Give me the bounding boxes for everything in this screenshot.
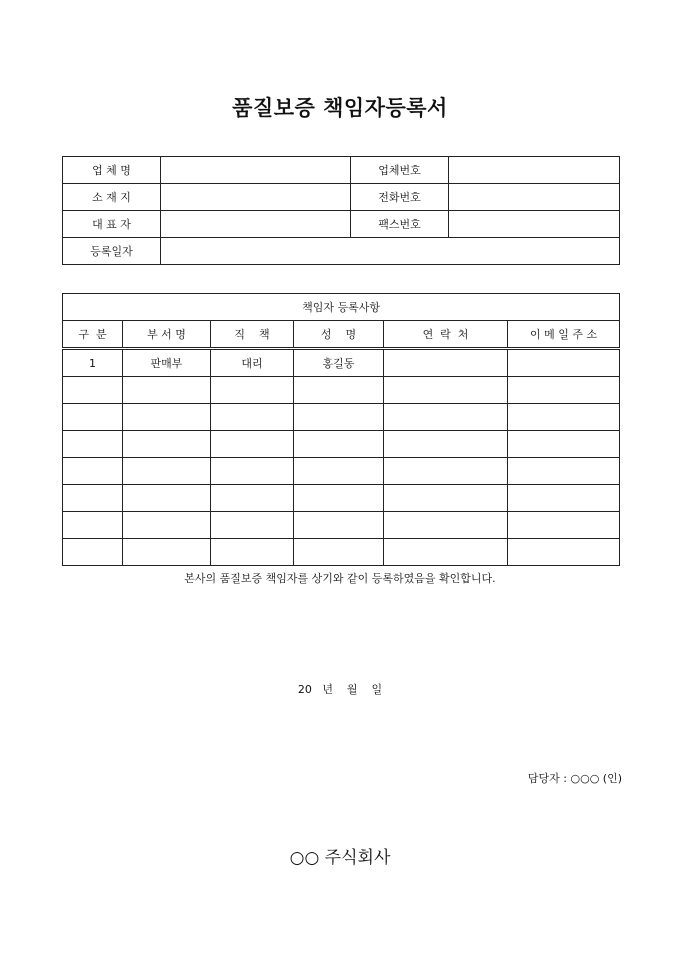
business-number-label: 업체번호	[351, 157, 449, 184]
table-cell[interactable]	[63, 485, 123, 512]
company-name-label: 업 체 명	[63, 157, 161, 184]
section-title: 책임자 등록사항	[63, 294, 620, 321]
phone-field[interactable]	[449, 184, 620, 211]
fax-label: 팩스번호	[351, 211, 449, 238]
table-cell[interactable]	[508, 458, 620, 485]
register-date-label: 등록일자	[63, 238, 161, 265]
table-cell[interactable]	[123, 485, 211, 512]
table-cell[interactable]	[294, 404, 384, 431]
table-cell[interactable]	[123, 404, 211, 431]
table-cell[interactable]	[294, 431, 384, 458]
confirmation-text: 본사의 품질보증 책임자를 상기와 같이 등록하였음을 확인합니다.	[184, 572, 496, 585]
table-cell[interactable]: 홍길동	[294, 349, 384, 377]
column-header: 구 분	[63, 321, 123, 349]
manager-list-body	[63, 294, 620, 566]
table-cell[interactable]	[384, 539, 508, 566]
table-cell[interactable]	[63, 404, 123, 431]
table-cell[interactable]	[63, 458, 123, 485]
table-cell[interactable]	[63, 377, 123, 404]
manager-list-table	[62, 293, 620, 566]
table-row	[63, 431, 620, 458]
table-cell[interactable]	[508, 485, 620, 512]
info-row-company	[63, 157, 620, 184]
manager-signature-line: 담당자 : ○○○ (인)	[527, 772, 622, 785]
table-cell[interactable]	[508, 349, 620, 377]
section-header-row	[63, 294, 620, 321]
table-cell[interactable]	[63, 539, 123, 566]
date-line: 20 년 월 일	[297, 683, 383, 696]
column-header: 직 책	[211, 321, 294, 349]
table-cell[interactable]	[123, 458, 211, 485]
table-cell[interactable]	[384, 377, 508, 404]
column-header: 연 락 처	[384, 321, 508, 349]
info-row-ceo	[63, 211, 620, 238]
table-row	[63, 377, 620, 404]
table-cell[interactable]	[211, 431, 294, 458]
column-header: 부 서 명	[123, 321, 211, 349]
column-header-row	[63, 321, 620, 349]
table-cell[interactable]	[508, 512, 620, 539]
table-cell[interactable]	[508, 377, 620, 404]
table-cell[interactable]	[123, 512, 211, 539]
table-row	[63, 512, 620, 539]
business-number-field[interactable]	[449, 157, 620, 184]
table-cell[interactable]	[211, 512, 294, 539]
table-cell[interactable]	[384, 349, 508, 377]
table-cell[interactable]	[384, 458, 508, 485]
table-cell[interactable]	[294, 539, 384, 566]
table-cell[interactable]	[123, 431, 211, 458]
table-cell[interactable]	[384, 485, 508, 512]
table-cell[interactable]	[508, 431, 620, 458]
column-header: 이 메 일 주 소	[508, 321, 620, 349]
table-cell[interactable]	[384, 431, 508, 458]
register-date-field[interactable]	[161, 238, 620, 265]
table-cell[interactable]: 대리	[211, 349, 294, 377]
table-cell[interactable]	[211, 404, 294, 431]
table-cell[interactable]	[384, 512, 508, 539]
table-cell[interactable]	[294, 377, 384, 404]
company-name-field[interactable]	[161, 157, 351, 184]
table-row	[63, 404, 620, 431]
table-cell[interactable]	[63, 512, 123, 539]
address-label: 소 재 지	[63, 184, 161, 211]
column-header: 성 명	[294, 321, 384, 349]
fax-field[interactable]	[449, 211, 620, 238]
document-title: 품질보증 책임자등록서	[232, 96, 448, 120]
table-row	[63, 485, 620, 512]
table-cell[interactable]: 1	[63, 349, 123, 377]
table-cell[interactable]	[508, 539, 620, 566]
table-cell[interactable]	[384, 404, 508, 431]
info-row-register-date	[63, 238, 620, 265]
ceo-label: 대 표 자	[63, 211, 161, 238]
table-row	[63, 349, 620, 377]
table-cell[interactable]: 판매부	[123, 349, 211, 377]
table-cell[interactable]	[294, 512, 384, 539]
company-info-table	[62, 156, 620, 265]
table-cell[interactable]	[211, 539, 294, 566]
table-row	[63, 458, 620, 485]
info-row-address	[63, 184, 620, 211]
table-cell[interactable]	[294, 485, 384, 512]
address-field[interactable]	[161, 184, 351, 211]
phone-label: 전화번호	[351, 184, 449, 211]
table-cell[interactable]	[63, 431, 123, 458]
table-cell[interactable]	[211, 377, 294, 404]
ceo-field[interactable]	[161, 211, 351, 238]
table-cell[interactable]	[508, 404, 620, 431]
table-cell[interactable]	[123, 539, 211, 566]
table-cell[interactable]	[211, 485, 294, 512]
table-cell[interactable]	[294, 458, 384, 485]
table-cell[interactable]	[211, 458, 294, 485]
company-name-footer: ○○ 주식회사	[289, 848, 391, 868]
table-row	[63, 539, 620, 566]
table-cell[interactable]	[123, 377, 211, 404]
